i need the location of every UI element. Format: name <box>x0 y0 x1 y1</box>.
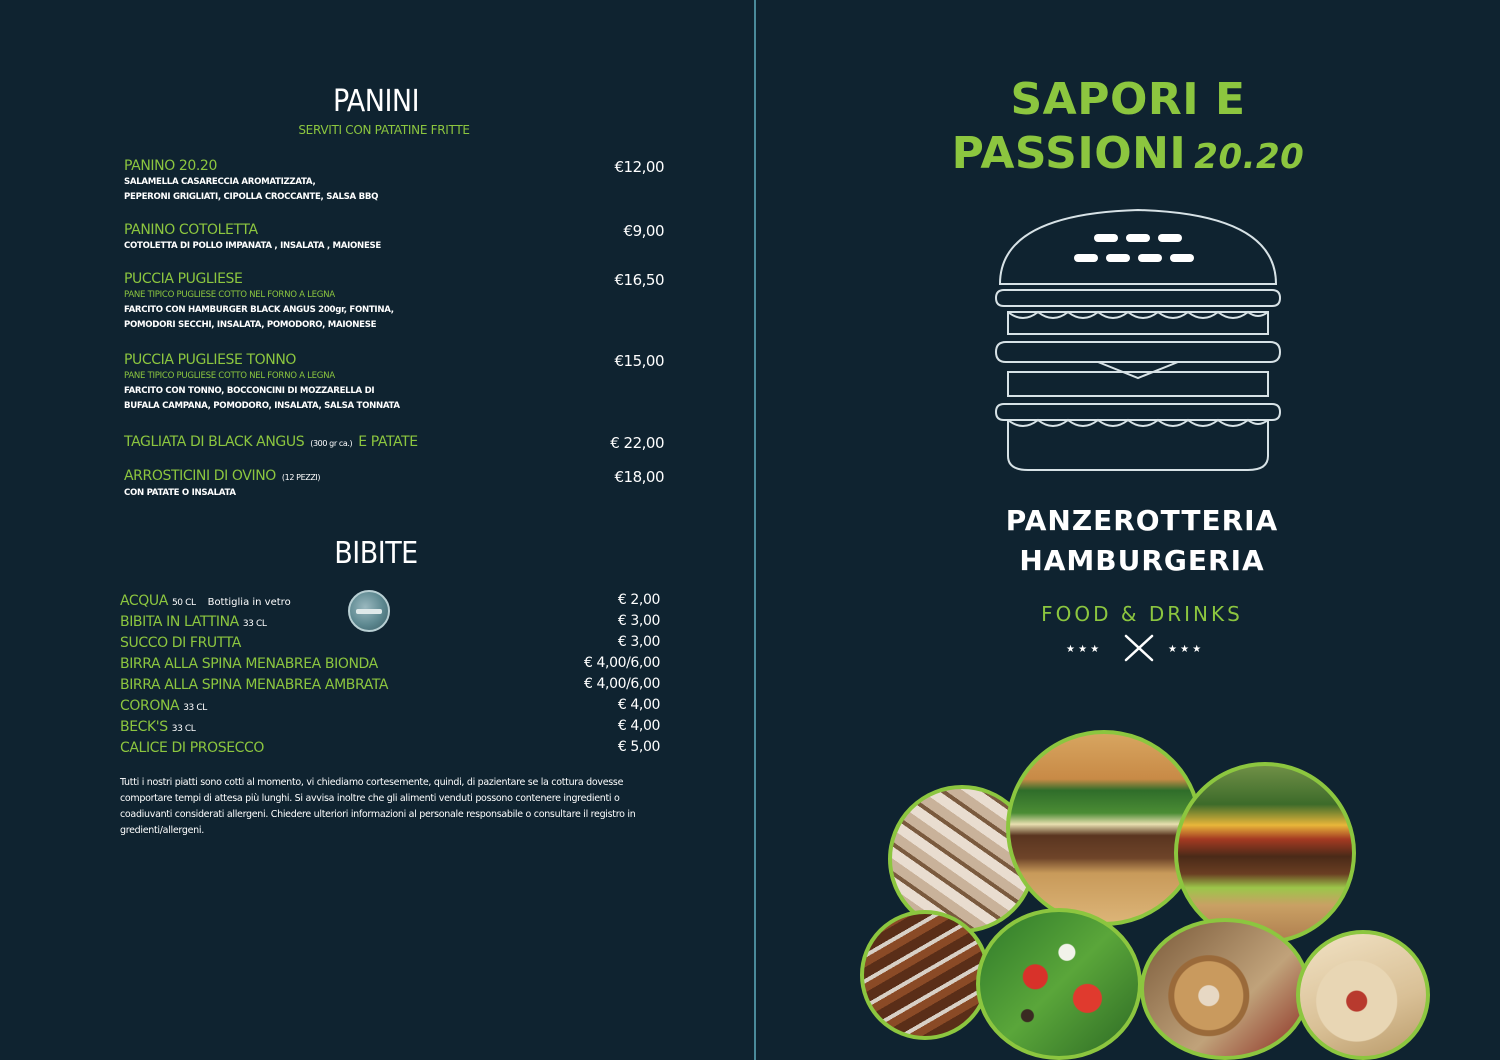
drink-row <box>120 611 660 632</box>
crossed-fork-knife-icon <box>1060 632 1220 664</box>
brand-number: 20.20 <box>1194 137 1305 177</box>
drink-row <box>120 737 660 758</box>
drink-row <box>120 653 660 674</box>
item-name: PANINO 20.20 <box>124 158 217 174</box>
salad-photo <box>976 908 1142 1060</box>
drink-name-row <box>120 614 266 630</box>
drink-name: BECK'S <box>120 719 168 735</box>
kind-line-2: HAMBURGERIA <box>1019 544 1265 577</box>
item-price: € 22,00 <box>610 434 664 452</box>
drink-row <box>120 590 660 611</box>
drink-price: € 4,00 <box>617 718 660 734</box>
bagel-photo <box>1140 918 1310 1060</box>
drink-name-row <box>120 593 291 609</box>
menu-item <box>124 468 664 501</box>
menu-item <box>124 222 664 254</box>
menu-item <box>124 271 664 333</box>
stars-right: ★ ★ ★ <box>1168 644 1202 655</box>
drink-name: ACQUA <box>120 593 168 609</box>
item-price: €12,00 <box>614 158 664 176</box>
drinks-list <box>120 590 660 758</box>
item-name-row <box>124 468 664 486</box>
drink-name: BIRRA ALLA SPINA MENABREA AMBRATA <box>120 677 389 693</box>
item-desc: BUFALA CAMPANA, POMODORO, INSALATA, SALSA TONNATA <box>124 401 400 411</box>
item-name: PUCCIA PUGLIESE TONNO <box>124 352 297 368</box>
stars-left: ★ ★ ★ <box>1066 644 1100 655</box>
item-weight: (300 gr ca.) <box>310 439 353 448</box>
item-price: €9,00 <box>623 222 664 240</box>
drink-price: € 5,00 <box>617 739 660 755</box>
drink-row <box>120 695 660 716</box>
item-desc: POMODORI SECCHI, INSALATA, POMODORO, MAIONESE <box>124 320 377 330</box>
drink-price: € 4,00 <box>617 697 660 713</box>
item-desc: FARCITO CON HAMBURGER BLACK ANGUS 200gr, FONTINA, <box>124 305 394 315</box>
item-desc: SALAMELLA CASARECCIA AROMATIZZATA, <box>124 177 316 187</box>
item-origin: PANE TIPICO PUGLIESE COTTO NEL FORNO A LEGNA <box>124 371 335 381</box>
water-brand-badge-icon <box>348 590 390 632</box>
panini-subtitle: SERVITI CON PATATINE FRITTE <box>298 123 470 137</box>
item-name: PUCCIA PUGLIESE <box>124 271 243 287</box>
allergen-footnote: Tutti i nostri piatti sono cotti al momento, vi chiediamo cortesemente, quindi, di pazientare se la cottura dovesse comportare tempi di attesa più lunghi. Si avvisa inoltre che gli alimenti venduti possono contenere ingredienti o coadiuvanti considerati allergeni. Chiedere ulteriori informazioni al personale responsabile o consultare il registro in gredienti/allergeni. <box>120 777 636 836</box>
item-desc: PEPERONI GRIGLIATI, CIPOLLA CROCCANTE, SALSA BBQ <box>124 192 379 202</box>
item-price: €18,00 <box>614 468 664 486</box>
panzerotto-photo <box>1296 930 1430 1060</box>
menu-item <box>124 158 664 205</box>
item-origin: PANE TIPICO PUGLIESE COTTO NEL FORNO A LEGNA <box>124 290 335 300</box>
burger-arugula-photo <box>1006 730 1202 926</box>
brand-name: PASSIONI <box>951 128 1187 179</box>
item-name: PANINO COTOLETTA <box>124 222 258 238</box>
drink-name: CORONA <box>120 698 180 714</box>
item-side: E PATATE <box>358 434 418 450</box>
drink-price: € 2,00 <box>617 592 660 608</box>
kind-line-1: PANZEROTTERIA <box>1005 504 1279 537</box>
drink-price: € 4,00/6,00 <box>583 676 660 692</box>
drink-name-row <box>120 698 207 714</box>
item-name: ARROSTICINI DI OVINO <box>124 468 276 484</box>
drink-size: 50 CL <box>171 598 196 608</box>
item-price: €16,50 <box>614 271 664 289</box>
drink-price: € 3,00 <box>617 613 660 629</box>
item-pieces: (12 PEZZI) <box>281 473 321 482</box>
drink-name-row <box>120 719 195 735</box>
burger-cheese-bacon-photo <box>1174 762 1356 944</box>
brand-line-1: SAPORI E <box>1010 74 1246 125</box>
item-name-row <box>124 434 664 452</box>
drink-name: BIRRA ALLA SPINA MENABREA BIONDA <box>120 656 378 672</box>
menu-item <box>124 352 664 414</box>
drink-name: BIBITA IN LATTINA <box>120 614 239 630</box>
drink-price: € 3,00 <box>617 634 660 650</box>
drink-name: CALICE DI PROSECCO <box>120 740 265 756</box>
drink-row <box>120 674 660 695</box>
item-desc: FARCITO CON TONNO, BOCCONCINI DI MOZZARELLA DI <box>124 386 375 396</box>
skewers-photo <box>860 910 990 1040</box>
menu-item <box>124 434 664 452</box>
drink-note: Bottiglia in vetro <box>207 597 291 608</box>
drink-row <box>120 632 660 653</box>
panini-title: PANINI <box>332 84 420 119</box>
item-desc: COTOLETTA DI POLLO IMPANATA , INSALATA , MAIONESE <box>124 241 381 251</box>
item-price: €15,00 <box>614 352 664 370</box>
brand-line-2 <box>756 128 1500 179</box>
item-desc: CON PATATE O INSALATA <box>124 488 236 498</box>
burger-outline-icon <box>988 206 1288 476</box>
drink-size: 33 CL <box>171 724 196 734</box>
bibite-title: BIBITE <box>334 536 418 571</box>
drink-size: 33 CL <box>242 619 267 629</box>
drink-row <box>120 716 660 737</box>
drink-name: SUCCO DI FRUTTA <box>120 635 241 651</box>
drink-price: € 4,00/6,00 <box>583 655 660 671</box>
tagline: FOOD & DRINKS <box>1041 602 1243 626</box>
drink-size: 33 CL <box>183 703 207 713</box>
item-name: TAGLIATA DI BLACK ANGUS <box>124 434 305 450</box>
